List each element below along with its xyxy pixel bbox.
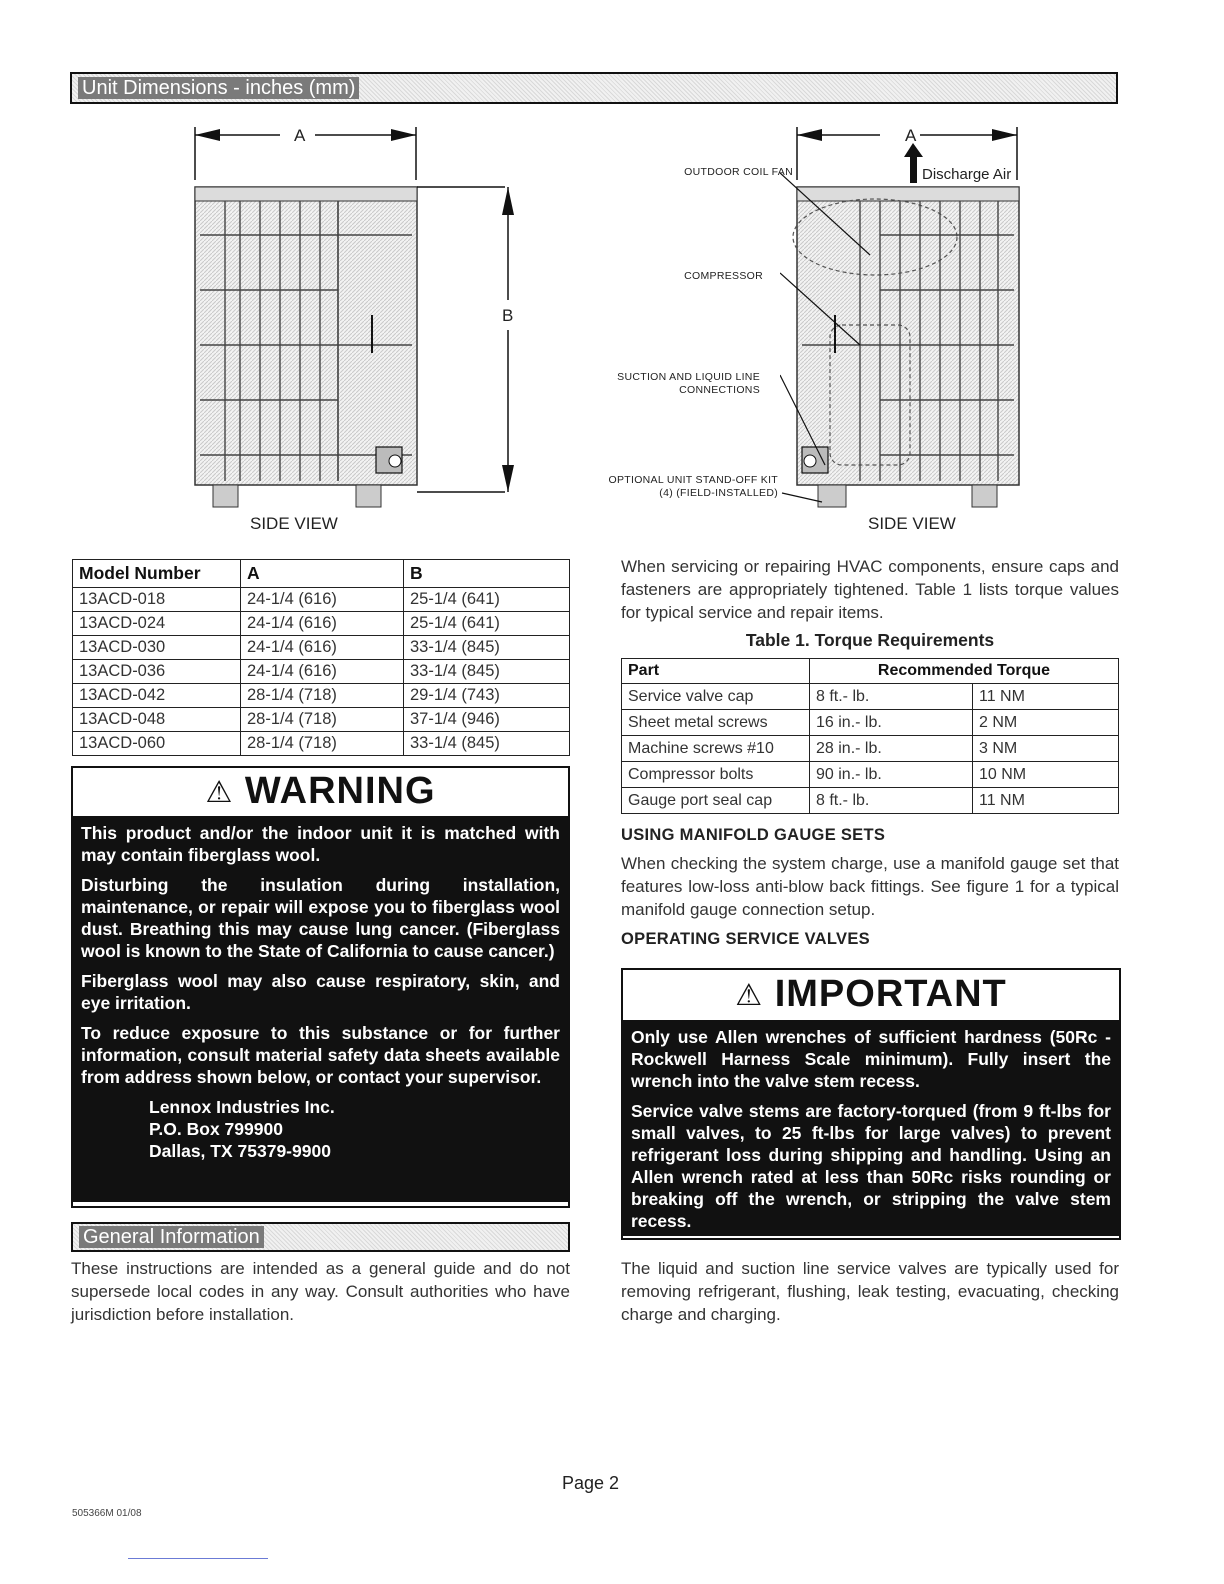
- table-row: [622, 684, 1119, 710]
- address-line-1: Lennox Industries Inc.: [149, 1097, 335, 1117]
- table-row: [73, 732, 570, 756]
- cell-torque-imperial: 90 in.- lb.: [810, 762, 973, 788]
- cell-b: 25-1/4 (641): [404, 612, 570, 636]
- important-paragraph-1: Only use Allen wrenches of sufficient hardness (50Rc - Rockwell Harness Scale minimum). Fully insert the wrench into the valve stem recess.: [631, 1027, 1111, 1091]
- document-code: 505366M 01/08: [72, 1508, 142, 1519]
- standoff-leader: [780, 490, 825, 510]
- cell-model: 13ACD-030: [73, 636, 241, 660]
- header-a: A: [241, 560, 404, 588]
- warning-paragraph-2: Disturbing the insulation during installation, maintenance, or repair will expose you to fiberglass wool dust. Breathing this may cause lung cancer. (Fiberglass wool is known to the State of California to cause cancer.): [81, 875, 560, 961]
- page-number: Page 2: [562, 1473, 620, 1493]
- cell-torque-metric: 11 NM: [973, 684, 1119, 710]
- cell-model: 13ACD-024: [73, 612, 241, 636]
- right-unit-drawing: [780, 125, 1030, 525]
- warning-body: [73, 816, 568, 1202]
- cell-b: 37-1/4 (946): [404, 708, 570, 732]
- compressor-label: COMPRESSOR: [684, 270, 763, 282]
- table-row: [73, 612, 570, 636]
- cell-b: 33-1/4 (845): [404, 732, 570, 756]
- right-unit-svg: [780, 125, 1030, 525]
- cell-a: 24-1/4 (616): [241, 612, 404, 636]
- table-row: [73, 684, 570, 708]
- manifold-text: When checking the system charge, use a manifold gauge set that features low-loss anti-blow back fittings. See figure 1 for a typical manifold gauge connection setup.: [621, 854, 1119, 919]
- suction-liquid-label-2: CONNECTIONS: [679, 384, 760, 396]
- table-row: [73, 588, 570, 612]
- cell-a: 24-1/4 (616): [241, 660, 404, 684]
- warning-address: [81, 1096, 560, 1162]
- important-title: IMPORTANT: [774, 973, 1007, 1015]
- warning-paragraph-4: To reduce exposure to this substance or for further information, consult material safety data sheets available from address shown below, or contact your supervisor.: [81, 1023, 560, 1087]
- cell-torque-metric: 11 NM: [973, 788, 1119, 814]
- table-row: [73, 636, 570, 660]
- cell-a: 28-1/4 (718): [241, 684, 404, 708]
- torque-requirements-table: [621, 658, 1119, 814]
- warning-triangle-icon: ⚠: [205, 775, 234, 809]
- dim-a-label-left: A: [294, 126, 306, 145]
- right-side-view-caption: SIDE VIEW: [868, 514, 956, 533]
- section-title: Unit Dimensions - inches (mm): [78, 77, 359, 99]
- header-b: B: [404, 560, 570, 588]
- cell-a: 24-1/4 (616): [241, 588, 404, 612]
- operating-heading: OPERATING SERVICE VALVES: [621, 930, 870, 948]
- table-row: [73, 660, 570, 684]
- warning-title: WARNING: [244, 770, 436, 812]
- cell-part: Service valve cap: [622, 684, 810, 710]
- warning-title-row: [73, 768, 568, 816]
- left-unit-svg: [180, 125, 540, 545]
- service-valves-text: The liquid and suction line service valves are typically used for removing refrigerant, flushing, leak testing, evacuating, checking charge and charging.: [621, 1259, 1119, 1324]
- cell-model: 13ACD-048: [73, 708, 241, 732]
- cell-b: 33-1/4 (845): [404, 660, 570, 684]
- dim-b-label: B: [502, 306, 514, 325]
- cell-model: 13ACD-018: [73, 588, 241, 612]
- servicing-text: When servicing or repairing HVAC components, ensure caps and fasteners are appropriately tightened. Table 1 lists torque values for typical service and repair items.: [621, 557, 1119, 622]
- model-dimensions-table: [72, 559, 570, 756]
- left-unit-drawing: [180, 125, 540, 545]
- cell-torque-metric: 3 NM: [973, 736, 1119, 762]
- cell-part: Machine screws #10: [622, 736, 810, 762]
- manifold-heading: USING MANIFOLD GAUGE SETS: [621, 826, 886, 844]
- table-row: [622, 736, 1119, 762]
- warning-triangle-icon: ⚠: [735, 978, 764, 1012]
- warning-paragraph-1: This product and/or the indoor unit it is matched with may contain fiberglass wool.: [81, 823, 560, 865]
- cell-torque-imperial: 8 ft.- lb.: [810, 684, 973, 710]
- cell-model: 13ACD-042: [73, 684, 241, 708]
- important-paragraph-2: Service valve stems are factory-torqued (from 9 ft-lbs for small valves, to 25 ft-lbs for large valves) to prevent refrigerant loss during shipping and handling. Using an Allen wrench rated at less than 50Rc risks rounding or breaking off the wrench, or stripping the valve stem recess.: [631, 1101, 1111, 1231]
- cell-part: Gauge port seal cap: [622, 788, 810, 814]
- cell-b: 29-1/4 (743): [404, 684, 570, 708]
- outdoor-coil-fan-label: OUTDOOR COIL FAN: [684, 166, 793, 178]
- standoff-kit-label-1: OPTIONAL UNIT STAND-OFF KIT: [608, 474, 778, 486]
- cell-model: 13ACD-060: [73, 732, 241, 756]
- cell-torque-imperial: 8 ft.- lb.: [810, 788, 973, 814]
- cell-a: 28-1/4 (718): [241, 732, 404, 756]
- cell-torque-metric: 2 NM: [973, 710, 1119, 736]
- cell-b: 25-1/4 (641): [404, 588, 570, 612]
- header-recommended-torque: Recommended Torque: [810, 659, 1119, 684]
- table-row: [73, 708, 570, 732]
- torque-table-caption: Table 1. Torque Requirements: [745, 630, 995, 650]
- cell-torque-imperial: 28 in.- lb.: [810, 736, 973, 762]
- warning-paragraph-3: Fiberglass wool may also cause respiratory, skin, and eye irritation.: [81, 971, 560, 1013]
- dim-a-label-right: A: [905, 126, 917, 145]
- footer-divider: [128, 1558, 268, 1559]
- suction-liquid-label-1: SUCTION AND LIQUID LINE: [617, 371, 760, 383]
- important-body: [623, 1020, 1119, 1236]
- address-line-3: Dallas, TX 75379-9900: [149, 1141, 331, 1161]
- warning-box: [71, 766, 570, 1208]
- cell-part: Compressor bolts: [622, 762, 810, 788]
- cell-a: 28-1/4 (718): [241, 708, 404, 732]
- address-line-2: P.O. Box 799900: [149, 1119, 283, 1139]
- table-row: [622, 788, 1119, 814]
- cell-a: 24-1/4 (616): [241, 636, 404, 660]
- table-header-row: [73, 560, 570, 588]
- table-row: [622, 710, 1119, 736]
- section-header-unit-dimensions: [70, 72, 1118, 104]
- header-model-number: Model Number: [73, 560, 241, 588]
- section-header-general-information: [71, 1222, 570, 1252]
- cell-part: Sheet metal screws: [622, 710, 810, 736]
- discharge-air-label: Discharge Air: [922, 166, 1012, 183]
- important-title-row: [623, 970, 1119, 1020]
- torque-header-row: [622, 659, 1119, 684]
- cell-b: 33-1/4 (845): [404, 636, 570, 660]
- standoff-kit-label-2: (4) (FIELD-INSTALLED): [659, 487, 778, 499]
- header-part: Part: [622, 659, 810, 684]
- cell-model: 13ACD-036: [73, 660, 241, 684]
- cell-torque-imperial: 16 in.- lb.: [810, 710, 973, 736]
- general-info-text: These instructions are intended as a general guide and do not supersede local codes in any way. Consult authorities who have jurisdiction before installation.: [71, 1259, 570, 1324]
- important-box: [621, 968, 1121, 1240]
- cell-torque-metric: 10 NM: [973, 762, 1119, 788]
- general-info-title: General Information: [79, 1226, 264, 1248]
- table-row: [622, 762, 1119, 788]
- left-side-view-caption: SIDE VIEW: [250, 514, 338, 533]
